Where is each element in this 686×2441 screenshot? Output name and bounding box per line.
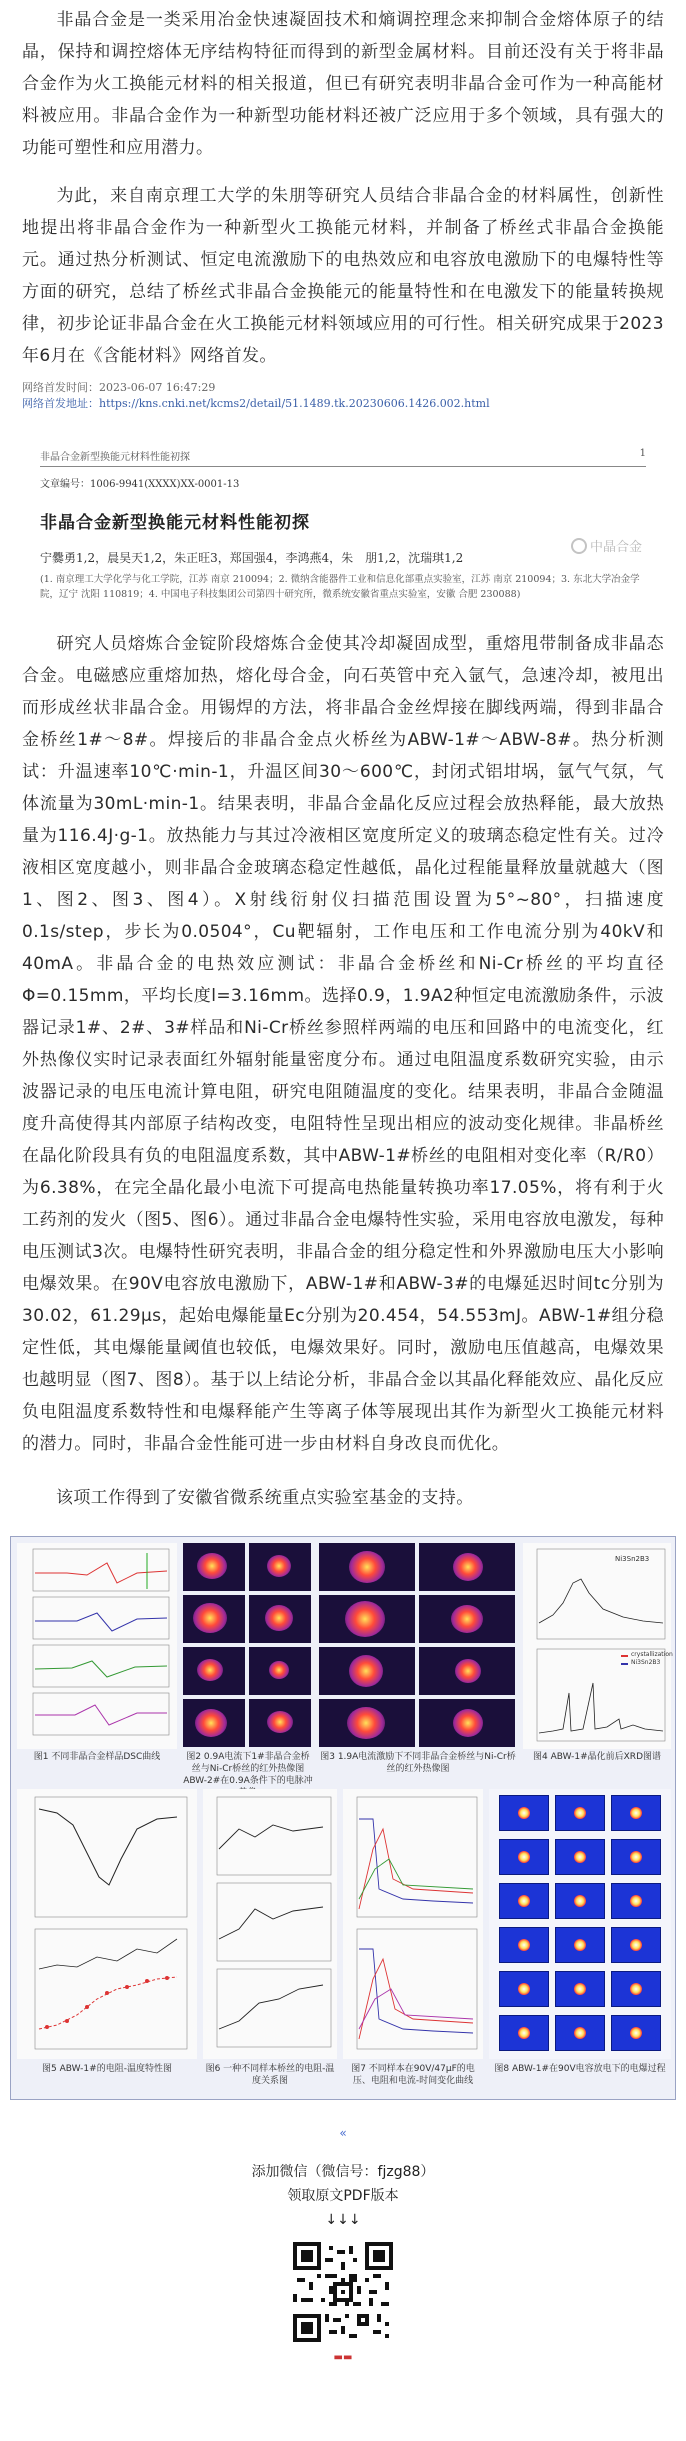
thermal-image: [419, 1699, 515, 1747]
dsc-plot: [17, 1543, 177, 1749]
cnki-info: [0, 372, 686, 412]
figure-1-dsc-curves: [17, 1543, 177, 1749]
watermark: [571, 538, 642, 555]
paper-affiliations-text: (1. 南京理工大学化学与化工学院，江苏 南京 210094；2. 微纳含能器件工业和信息化部重点实验室，江苏 南京 210094；3. 东北大学冶金学院，辽宁 沈阳 110819；4. 中国电子科技集团公司第四十研究所，微系统安徽省重点实验室，安徽 合肥 230088): [40, 574, 640, 600]
thermal-image: [419, 1543, 515, 1591]
figure-8-explosion-process: [489, 1789, 671, 2059]
figure-2-thermal-images: [183, 1543, 313, 1749]
explosion-frame: [555, 2015, 605, 2051]
figure-6-resistance-samples: [203, 1789, 337, 2059]
thermal-image: [249, 1647, 311, 1695]
intro-text: 非晶合金是一类采用冶金快速凝固技术和熵调控理念来抑制合金熔体原子的结晶，保持和调控熔体无序结构特征而得到的新型金属材料。目前还没有关于将非晶合金作为火工换能元材料的相关报道，但已有研究表明非晶合金可作为一种高能材料被应用。非晶合金作为一种新型功能材料还被广泛应用于多个领域，具有强大的功能可塑性和应用潜力。: [22, 10, 664, 158]
thermal-image: [249, 1595, 311, 1643]
explosion-frame: [555, 1795, 605, 1831]
wechat-add-line: 添加微信（微信号：fjzg88）: [251, 2164, 435, 2180]
thermal-image: [419, 1595, 515, 1643]
thermal-image: [419, 1647, 515, 1695]
figure-7-electric-explosion-curves: [343, 1789, 483, 2059]
thermal-image: [183, 1595, 245, 1643]
intro-paragraph: [0, 0, 686, 164]
figure-1-caption: 图1 不同非晶合金样品DSC曲线: [33, 1752, 161, 1762]
qr-code-icon[interactable]: [293, 2242, 393, 2342]
footer: [0, 2126, 686, 2364]
watermark-text: 中晶合金: [589, 540, 642, 555]
explosion-frame: [555, 1883, 605, 1919]
figure-5-resistance-temperature: [17, 1789, 197, 2059]
research-text: 为此，来自南京理工大学的朱朋等研究人员结合非晶合金的材料属性，创新性地提出将非晶合金作为一种新型火工换能元材料，并制备了桥丝式非晶合金换能元。通过热分析测试、恒定电流激励下的电热效应和电容放电激励下的电爆特性等方面的研究，总结了桥丝式非晶合金换能元的能量特性和在电激发下的能量转换规律，初步论证非晶合金在火工换能元材料领域应用的可行性。相关研究成果于2023年6月在《含能材料》网络首发。: [22, 186, 664, 366]
funding-text: 该项工作得到了安徽省微系统重点实验室基金的支持。: [56, 1488, 474, 1508]
paper-running-head: 非晶合金新型换能元材料性能初探: [40, 452, 190, 463]
figure-panel: [10, 1536, 676, 2100]
explosion-frame: [555, 1927, 605, 1963]
funding-paragraph: [0, 1482, 686, 1514]
explosion-frame: [499, 1839, 549, 1875]
explosion-frame: [499, 1883, 549, 1919]
figure-6-caption: 图6 一种不同样本桥丝的电阻-温度关系图: [205, 2064, 335, 2086]
down-arrows: ↓↓↓: [325, 2212, 361, 2228]
explosion-frame: [499, 2015, 549, 2051]
thermal-image: [319, 1595, 415, 1643]
explosion-frame: [611, 1795, 661, 1831]
explosion-frame: [611, 1927, 661, 1963]
research-paragraph: [0, 180, 686, 372]
cnki-publish-url[interactable]: 网络首发地址：https://kns.cnki.net/kcms2/detail/51.1489.tk.20230606.1426.002.html: [22, 397, 490, 410]
explosion-frame: [611, 2015, 661, 2051]
figure-8-caption: 图8 ABW-1#在90V电容放电下的电爆过程: [494, 2064, 666, 2074]
figure-4-xrd: [523, 1543, 671, 1749]
figure-5-caption: 图5 ABW-1#的电阻-温度特性图: [42, 2064, 172, 2074]
explosion-frame: [611, 1971, 661, 2007]
thermal-image: [249, 1543, 311, 1591]
figure-4-caption: 图4 ABW-1#晶化前后XRD图谱: [533, 1752, 661, 1762]
paper-running-header: [40, 448, 646, 467]
rt-plot: [17, 1789, 197, 2059]
bottom-logo: ▬▬: [333, 2352, 353, 2363]
thermal-image: [319, 1699, 415, 1747]
xrd-peak-label: Ni3Sn2B3: [615, 1555, 650, 1563]
paper-article-number: 文章编号：1006-9941(XXXX)XX-0001-13: [40, 479, 240, 490]
rs-plot: [203, 1789, 337, 2059]
xrd-legend-2: Ni3Sn2B3: [631, 1659, 661, 1666]
explosion-frame: [555, 1971, 605, 2007]
cnki-publish-time: 网络首发时间：2023-06-07 16:47:29: [22, 381, 216, 394]
paper-title: 非晶合金新型换能元材料性能初探: [40, 513, 310, 533]
thermal-image: [319, 1543, 415, 1591]
explosion-frame: [499, 1927, 549, 1963]
thermal-image: [183, 1699, 245, 1747]
figure-2-caption: 图2 0.9A电流下1#非晶合金桥丝与Ni-Cr桥丝的红外热像图ABW-2#在0.9A条件下的电脉冲: [183, 1752, 313, 1786]
thermal-image: [183, 1543, 245, 1591]
thermal-image: [183, 1647, 245, 1695]
divider-arrow-icon: «: [339, 2126, 347, 2140]
figure-3-thermal-images: [319, 1543, 517, 1749]
explosion-frame: [499, 1971, 549, 2007]
xrd-plot: [523, 1543, 671, 1749]
paper-authors: 宁爨勇1,2，晨昊天1,2，朱正旺3，郑国强4，李鸿燕4，朱 朋1,2，沈瑞琪1,2: [40, 551, 464, 565]
explosion-frame: [611, 1839, 661, 1875]
method-paragraph: [0, 628, 686, 1460]
explosion-frame: [555, 1839, 605, 1875]
thermal-image: [319, 1647, 415, 1695]
method-text: 研究人员熔炼合金锭阶段熔炼合金使其冷却凝固成型，重熔甩带制备成非晶态合金。电磁感应重熔加热，熔化母合金，向石英管中充入氩气，急速冷却，被甩出而形成丝状非晶合金。用锡焊的方法，将非晶合金丝焊接在脚线两端，得到非晶合金桥丝1#～8#。焊接后的非晶合金点火桥丝为ABW-1#～ABW-8#。热分析测试：升温速率10℃·min-1，升温区间30～600℃，封闭式铝坩埚，氩气气氛，气体流量为30mL·min-1。结果表明，非晶合金晶化反应过程会放热释能，最大放热量为116.4J·g-1。放热能力与其过冷液相区宽度所定义的玻璃态稳定性有关。过冷液相区宽度越小，则非晶合金玻璃态稳定性越低，晶化过程能量释放量就越大（图1、图2、图3、图4）。X射线衍射仪扫描范围设置为5°~80°，扫描速度0.1s/step，步长为0.0504°，Cu靶辐射，工作电压和工作电流分别为40kV和40mA。非晶合金的电热效应测试：非晶合金桥丝和Ni-Cr桥丝的平均直径Φ=0.15mm，平均长度l=3.16mm。选择0.9，1.9A2种恒定电流激励条件，示波器记录1#、2#、3#样品和Ni-Cr桥丝参照样两端的电压和回路中的电流变化，红外热像仪实时记录表面红外辐射能量密度分布。通过电阻温度系数研究实验，由示波器记录的电压电流计算电阻，研究电阻随温度的变化。结果表明，非晶合金随温度升高使得其内部原子结构改变，电阻特性呈现出相应的波动变化规律。非晶桥丝在晶化阶段具有负的电阻温度系数，其中ABW-1#桥丝的电阻相对变化率（R/R0）为6.38%，在完全晶化最小电流下可提高电热能量转换功率17.05%，将有利于火工药剂的发火（图5、图6）。通过非晶合金电爆特性实验，采用电容放电激发，每种电压测试3次。电爆特性研究表明，非晶合金的组分稳定性和外界激励电压大小影响电爆效果。在90V电容放电激励下，ABW-1#和ABW-3#的电爆延迟时间tc分别为30.02，61.29μs，起始电爆能量Ec分别为20.454，54.553mJ。ABW-1#组分稳定性低，其电爆能量阈值也较低，电爆效果好。同时，激励电压值越高，电爆效果也越明显（图7、图8）。基于以上结论分析，非晶合金以其晶化释能效应、晶化反应负电阻温度系数特性和电爆释能产生等离子体等展现出其作为新型火工换能元材料的潜力。同时，非晶合金性能可进一步由材料自身改良而优化。: [22, 634, 664, 1454]
figure-3-caption: 图3 1.9A电流激励下不同非晶合金桥丝与Ni-Cr桥丝的红外热像图: [320, 1752, 516, 1774]
paper-page-number: 1: [639, 448, 646, 459]
figure-7-caption: 图7 不同样本在90V/47μF的电压、电阻和电流-时间变化曲线: [351, 2064, 475, 2086]
explosion-frame: [611, 1883, 661, 1919]
thermal-image: [249, 1699, 311, 1747]
ee-plot: [343, 1789, 483, 2059]
watermark-logo-icon: [571, 538, 587, 554]
explosion-frame: [499, 1795, 549, 1831]
xrd-legend-1: crystallization: [631, 1651, 673, 1658]
pdf-get-line: 领取原文PDF版本: [287, 2188, 399, 2204]
